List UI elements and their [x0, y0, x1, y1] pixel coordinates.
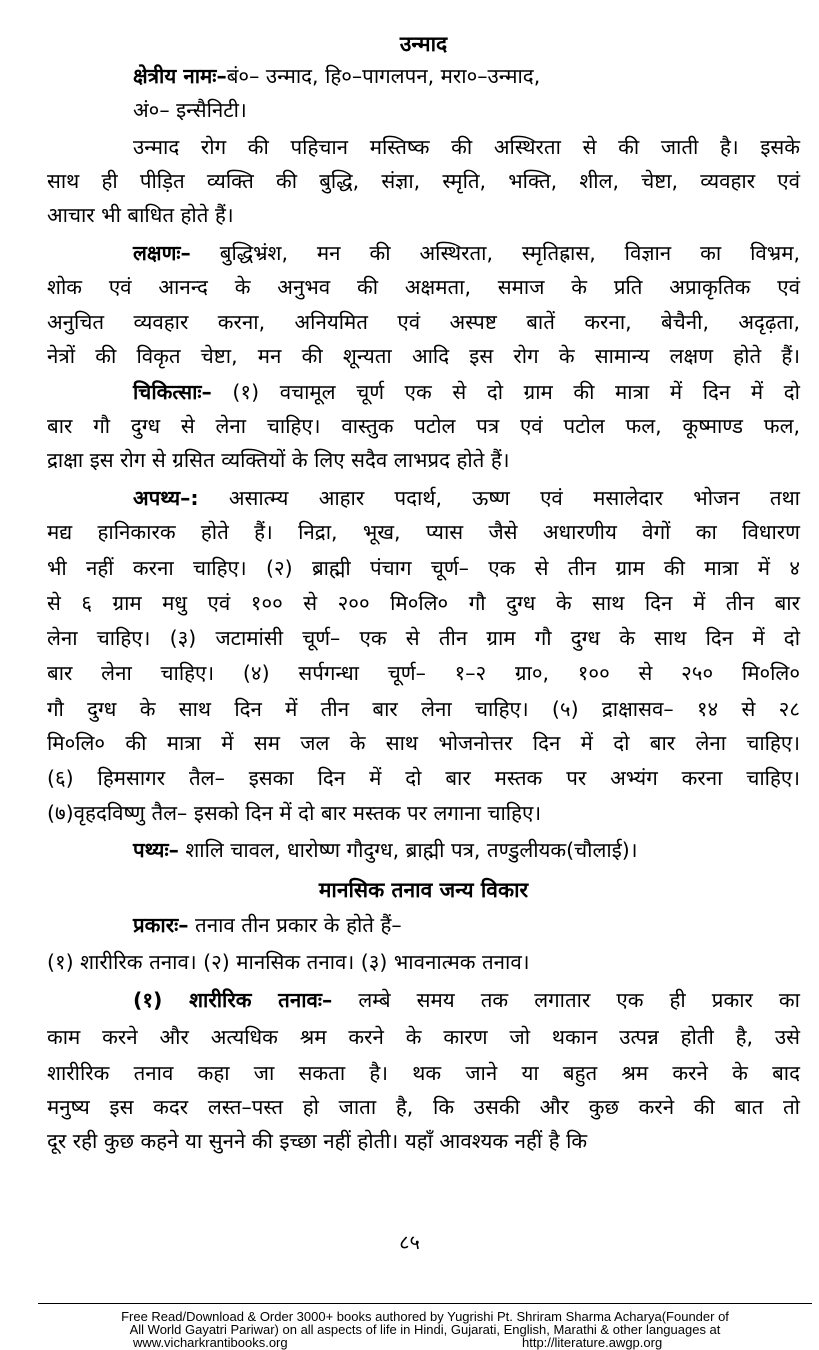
- regional-names-line-1: [133, 59, 800, 94]
- regional-names-text: बं०– उन्माद, हि०–पागलपन, मरा०–उन्माद,: [226, 64, 541, 88]
- intro-line: आचार भी बाधित होते हैं।: [47, 203, 234, 227]
- avoid-line: भी नहीं करना चाहिए। (२) ब्राह्मी पंचाग चूर्ण– एक से तीन ग्राम की मात्रा में ४: [47, 556, 800, 580]
- footer-link-literature[interactable]: http://literature.awgp.org: [522, 1335, 663, 1350]
- avoid-line: गौ दुग्ध के साथ दिन में तीन बार लेना चाहिए। (५) द्राक्षासव– १४ से २८: [47, 697, 800, 721]
- avoid-text: असात्म्य आहार पदार्थ, ऊष्ण एवं मसालेदार भोजन तथा: [198, 486, 800, 510]
- avoid-line: बार लेना चाहिए। (४) सर्पगन्धा चूर्ण– १–२ ग्रा०, १०० से २५० मि०लि०: [47, 661, 800, 685]
- footer-link-vicharkranti[interactable]: www.vicharkrantibooks.org: [133, 1335, 288, 1350]
- diet-text: शालि चावल, धारोष्ण गौदुग्ध, ब्राह्मी पत्र, तण्डुलीयक(चौलाई)।: [178, 838, 638, 862]
- avoid-line: मद्य हानिकारक होते हैं। निद्रा, भूख, प्यास जैसे अधारणीय वेगों का विधारण: [47, 520, 800, 544]
- treatment-label: चिकित्साः–: [133, 380, 212, 404]
- intro-line: उन्माद रोग की पहिचान मस्तिष्क की अस्थिरता से की जाती है। इसके: [133, 135, 800, 159]
- diet-line: [133, 833, 800, 868]
- treatment-line: [133, 375, 800, 410]
- physical-stress-text: लम्बे समय तक लगातार एक ही प्रकार का: [332, 988, 800, 1012]
- physical-stress-line: शारीरिक तनाव कहा जा सकता है। थक जाने या बहुत श्रम करने के बाद: [47, 1061, 800, 1085]
- diet-label: पथ्यः–: [133, 838, 179, 862]
- footer-divider: [38, 1303, 812, 1304]
- avoid-line: मि०लि० की मात्रा में सम जल के साथ भोजनोत्तर दिन में दो बार लेना चाहिए।: [47, 731, 800, 755]
- regional-names-label: क्षेत्रीय नामः–: [133, 64, 227, 88]
- avoid-line: (७)वृहदविष्णु तैल– इसको दिन में दो बार मस्तक पर लगाना चाहिए।: [47, 801, 542, 825]
- physical-stress-line: मनुष्य इस कदर लस्त–पस्त हो जाता है, कि उसकी और कुछ करने की बात तो: [47, 1095, 800, 1119]
- symptoms-line: अनुचित व्यवहार करना, अनियमित एवं अस्पष्ट बातें करना, बेचैनी, अदृढ़ता,: [47, 310, 800, 334]
- intro-line: साथ ही पीड़ित व्यक्ति की बुद्धि, संज्ञा, स्मृति, भक्ति, शील, चेष्टा, व्यवहार एवं: [47, 169, 800, 193]
- types-intro-text: तनाव तीन प्रकार के होते हैं–: [188, 913, 402, 937]
- types-intro-line: [133, 908, 800, 943]
- physical-stress-line: [133, 983, 800, 1018]
- symptoms-line: [133, 236, 800, 271]
- types-list-line: (१) शारीरिक तनाव। (२) मानसिक तनाव। (३) भावनात्मक तनाव।: [47, 950, 530, 974]
- treatment-line: द्राक्षा इस रोग से ग्रसित व्यक्तियों के लिए सदैव लाभप्रद होते हैं।: [47, 448, 510, 472]
- footer-line-2: All World Gayatri Pariwar) on all aspects of life in Hindi, Gujarati, English, Marathi & other languages at: [129, 1322, 721, 1337]
- treatment-line: बार गौ दुग्ध से लेना चाहिए। वास्तुक पटोल पत्र एवं पटोल फल, कूष्माण्ड फल,: [47, 414, 800, 438]
- symptoms-text: बुद्धिभ्रंश, मन की अस्थिरता, स्मृतिह्रास, विज्ञान का विभ्रम,: [190, 241, 800, 265]
- physical-stress-label: (१) शारीरिक तनावः–: [133, 988, 333, 1012]
- symptoms-label: लक्षणः–: [133, 241, 191, 265]
- symptoms-line: नेत्रों की विकृत चेष्टा, मन की शून्यता आदि इस रोग के सामान्य लक्षण होते हैं।: [47, 344, 800, 368]
- section-title-unmad: उन्माद: [399, 32, 448, 56]
- avoid-line: (६) हिमसागर तैल– इसका दिन में दो बार मस्तक पर अभ्यंग करना चाहिए।: [47, 766, 800, 790]
- regional-names-line-2: अं०– इन्सैनिटी।: [133, 98, 247, 122]
- physical-stress-line: दूर रही कुछ कहने या सुनने की इच्छा नहीं होती। यहाँ आवश्यक नहीं है कि: [47, 1129, 588, 1153]
- avoid-label: अपथ्य–:: [133, 486, 199, 510]
- footer-links: [0, 1336, 819, 1349]
- avoid-line: से ६ ग्राम मधु एवं १०० से २०० मि०लि० गौ दुग्ध के साथ दिन में तीन बार: [47, 591, 800, 615]
- symptoms-line: शोक एवं आनन्द के अनुभव की अक्षमता, समाज के प्रति अप्राकृतिक एवं: [47, 275, 800, 299]
- footer-line-1: Free Read/Download & Order 3000+ books authored by Yugrishi Pt. Shriram Sharma Acharya(Founder of: [121, 1309, 729, 1324]
- types-label: प्रकारः–: [133, 913, 189, 937]
- section-title-stress: मानसिक तनाव जन्य विकार: [318, 878, 529, 902]
- avoid-line: [133, 481, 800, 516]
- treatment-text: (१) वचामूल चूर्ण एक से दो ग्राम की मात्रा में दिन में दो: [211, 380, 800, 404]
- avoid-line: लेना चाहिए। (३) जटामांसी चूर्ण– एक से तीन ग्राम गौ दुग्ध के साथ दिन में दो: [47, 626, 800, 650]
- page-number: ८५: [399, 1230, 420, 1254]
- physical-stress-line: काम करने और अत्यधिक श्रम करने के कारण जो थकान उत्पन्न होती है, उसे: [47, 1025, 800, 1049]
